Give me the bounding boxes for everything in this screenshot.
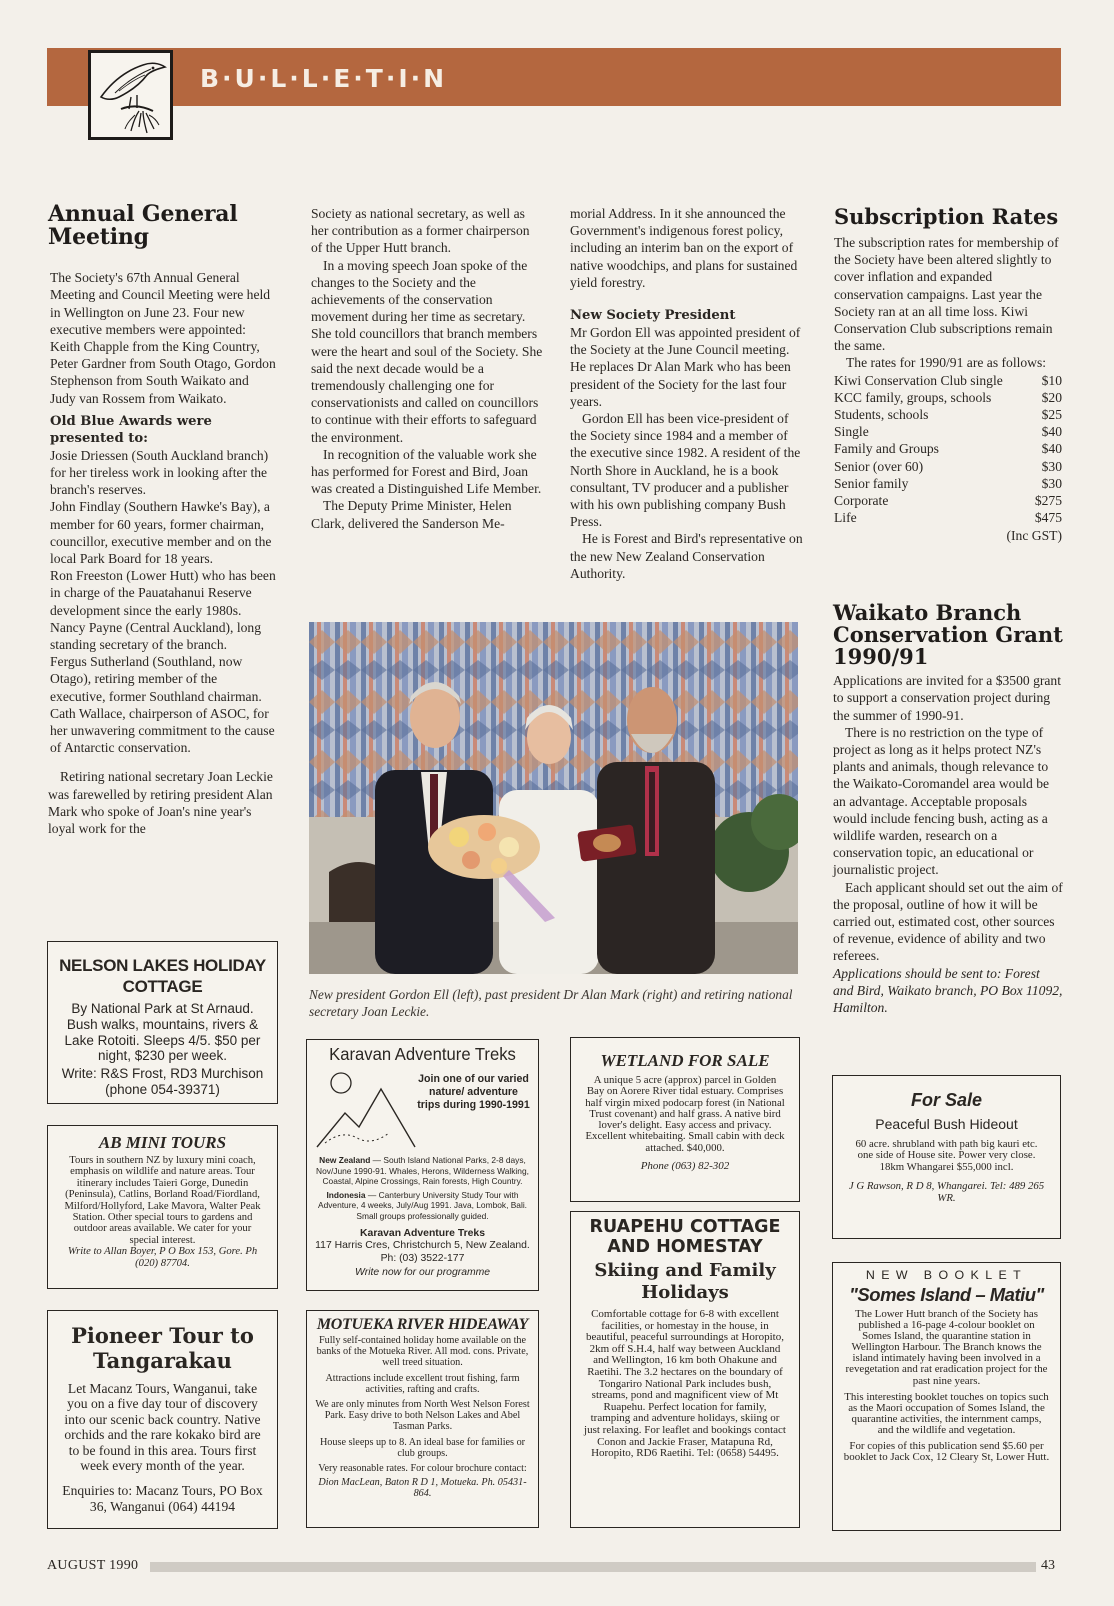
- rate-label: Family and Groups: [834, 441, 939, 457]
- rate-row: [834, 440, 1062, 457]
- ad-subtitle: Skiing and Family Holidays: [594, 1260, 776, 1303]
- ad-body: A unique 5 acre (approx) parcel in Golden Bay on Aorere River tidal estuary. Comprises half virgin mixed podocarp forest (in National Trust covenant) and half grass. A native bird lover's delight. Easy access and privacy. Excellent whitebaiting. Small cabin with deck attached. $40,000.: [585, 1074, 785, 1154]
- waikato-paragraph: Each applicant should set out the aim of the proposal, outline of how it will be carried out, estimated cost, other sources of revenue, evidence of ability and two referees.: [833, 879, 1063, 964]
- agm-column-3: [570, 205, 803, 582]
- president-paragraph: Mr Gordon Ell was appointed president of the Society at the June Council meeting. He replaces Dr Alan Mark who has been president of the Society for the last four years.: [570, 325, 801, 409]
- mountain-icon: [315, 1069, 417, 1153]
- rate-row: [834, 406, 1062, 423]
- waikato-address: Applications should be sent to: Forest and Bird, Waikato branch, PO Box 11092, Hamilton.: [833, 965, 1063, 1015]
- photo-illustration: [309, 622, 798, 974]
- gst-note: (Inc GST): [1006, 527, 1062, 543]
- karavan-header-row: [315, 1069, 530, 1153]
- ad-body: Tours in southern NZ by luxury mini coach, emphasis on wildlife and nature areas. Tour itinerary includes Taieri Gorge, Dunedin (Peninsula), Catlins, Borland Road/Fiordland, Milford/Hollyford, Lake Mavora, Walter Peak Station. Other special tours to gardens and outdoor areas available. We cater for your special interest.: [64, 1155, 261, 1246]
- col2-paragraph: In a moving speech Joan spoke of the changes to the Society and the achievements of the conservation movement during her time as secretary. She told councillors that branch members were the heart and soul of the Society. She said the next decade would be a tremendously challenging one for conservationists and called on councillors to continue with their efforts to safeguard the environment.: [311, 257, 543, 445]
- rate-label: Single: [834, 424, 869, 440]
- ad-body: Attractions include excellent trout fishing, farm activities, rafting and crafts.: [325, 1372, 520, 1395]
- rate-row: [834, 389, 1062, 406]
- subscription-title: Subscription Rates: [834, 204, 1059, 229]
- awards-list: [48, 447, 276, 757]
- page-number: 43: [1041, 1558, 1055, 1573]
- ad-title: Karavan Adventure Treks: [329, 1044, 516, 1064]
- ad-contact: Dion MacLean, Baton R D 1, Motueka. Ph. 05431-864.: [318, 1477, 527, 1500]
- rate-row: [834, 509, 1062, 526]
- rate-price: $40: [1041, 441, 1062, 457]
- ad-booklet: [832, 1262, 1061, 1531]
- col2-paragraph: Society as national secretary, as well as her contribution as a former chairperson of the Upper Hutt branch.: [311, 206, 530, 256]
- rate-row: [834, 475, 1062, 492]
- col3-paragraph: morial Address. In it she announced the Government's indigenous forest policy, including an interim ban on the export of native woodchips, and plans for sustained yield forestry.: [570, 206, 798, 290]
- col2-paragraph: The Deputy Prime Minister, Helen Clark, delivered the Sanderson Me-: [311, 498, 512, 531]
- ad-body: Very reasonable rates. For colour brochure contact:: [318, 1463, 527, 1475]
- agm-intro: The Society's 67th Annual General Meeting and Council Meeting were held in Wellington on June 23. Four new executive members were appointed: Keith Chapple from the King Country, Peter Gardner from South Otago, Gordon Stephenson from South Waikato and Judy van Rossem from Waikato.: [50, 270, 276, 406]
- ad-body: Let Macanz Tours, Wanganui, take you on a five day tour of discovery into our scenic back country. Native orchids and the rare kokako bird are to be found in this area. Tours first week every month of the year.: [64, 1381, 261, 1474]
- rate-price: $30: [1041, 475, 1062, 491]
- karavan-nz: [315, 1155, 530, 1187]
- karavan-indo-text: — Canterbury University Study Tour with Adventure, 4 weeks, July/Aug 1991. Java, Lombok, Bali.: [317, 1189, 528, 1211]
- ad-body: The Lower Hutt branch of the Society has published a 16-page 4-colour booklet on Somes Island, the quarantine station in Wellington Harbour. The Branch knows the island intimately having been involved in a revegetation and rat eradication project for the past nine years.: [845, 1308, 1048, 1387]
- booklet-kicker: NEW BOOKLET: [865, 1268, 1028, 1282]
- rate-label: Senior family: [834, 475, 909, 491]
- ad-karavan: [306, 1039, 539, 1291]
- awards-heading: Old Blue Awards were presented to:: [50, 413, 212, 446]
- agm-title: Annual General Meeting: [48, 201, 238, 251]
- karavan-tagline: Join one of our varied nature/ adventure trips during 1990-1991: [417, 1073, 530, 1111]
- rate-label: Kiwi Conservation Club single: [834, 372, 1003, 388]
- rate-price: $475: [1034, 510, 1062, 526]
- waikato-title: Waikato Branch Conservation Grant 1990/91: [833, 600, 1063, 670]
- waikato-paragraph: Applications are invited for a $3500 grant to support a conservation project during the summer of 1990-91.: [833, 673, 1062, 723]
- ad-for-sale: [832, 1075, 1061, 1239]
- ad-title: RUAPEHU COTTAGE AND HOMESTAY: [589, 1217, 781, 1257]
- ad-body: By National Park at St Arnaud. Bush walks, mountains, rivers & Lake Rotoiti. Sleeps 4/5. $50 per night, $230 per week.: [64, 1001, 261, 1064]
- ad-contact: Write to Allan Boyer, P O Box 153, Gore. Ph (020) 87704.: [67, 1246, 258, 1269]
- ad-title: For Sale: [910, 1090, 983, 1110]
- rate-label: Senior (over 60): [834, 458, 924, 474]
- ad-title: NELSON LAKES HOLIDAY COTTAGE: [59, 956, 266, 996]
- ad-body: We are only minutes from North West Nelson Forest Park. Easy drive to both Nelson Lakes and Abel Tasman Parks.: [315, 1399, 530, 1433]
- rate-row: [834, 492, 1062, 509]
- president-heading: New Society President: [570, 308, 736, 324]
- karavan-indo-label: Indonesia: [326, 1189, 366, 1200]
- karavan-nz-label: New Zealand: [319, 1155, 371, 1165]
- rate-price: $20: [1041, 389, 1062, 405]
- ad-ab-mini-tours: [47, 1125, 278, 1289]
- bird-logo: [88, 50, 173, 140]
- rate-price: $30: [1041, 458, 1062, 474]
- ad-body: This interesting booklet touches on topics such as the Maori occupation of Somes Island, the quarantine activities, the internment camps, and the wildlife and vegetation.: [844, 1390, 1049, 1436]
- waikato-section: [833, 602, 1063, 1016]
- karavan-groups: Small groups professionally guided.: [356, 1210, 489, 1221]
- ad-title: WETLAND FOR SALE: [600, 1051, 770, 1070]
- award-item: John Findlay (Southern Hawke's Bay), a member for 60 years, former chairman, councillor, executive member and on the local Park Board for 18 years.: [50, 499, 272, 567]
- ad-nelson-lakes: [47, 941, 278, 1104]
- rates-table: [834, 372, 1064, 544]
- award-item: Nancy Payne (Central Auckland), long standing secretary of the branch.: [50, 619, 262, 653]
- ad-contact: J G Rawson, R D 8, Whangarei. Tel: 489 265 WR.: [848, 1180, 1045, 1204]
- ad-title: Pioneer Tour to Tangarakau: [71, 1323, 254, 1373]
- ad-body: 60 acre. shrubland with path big kauri etc. one side of House site. Power very close. 18km Whangarei $55,000 incl.: [855, 1138, 1038, 1173]
- ad-contact: Write: R&S Frost, RD3 Murchison (phone 054-39371): [61, 1066, 264, 1097]
- award-item: Cath Wallace, chairperson of ASOC, for her unwavering commitment to the cause of Antarctic conservation.: [50, 705, 275, 756]
- karavan-company: Karavan Adventure Treks: [360, 1227, 485, 1239]
- agm-column-1: [48, 203, 276, 837]
- ad-title: AB MINI TOURS: [98, 1133, 227, 1152]
- ad-ruapehu: [570, 1211, 800, 1528]
- award-item: Fergus Sutherland (Southland, now Otago), retiring member of the executive, former Southland chairman.: [50, 654, 262, 704]
- karavan-address: 117 Harris Cres, Christchurch 5, New Zealand. Ph: (03) 3522-177: [315, 1240, 530, 1264]
- ad-subtitle: Peaceful Bush Hideout: [875, 1116, 1018, 1132]
- karavan-cta: Write now for our programme: [354, 1266, 491, 1278]
- president-paragraph: He is Forest and Bird's representative on the new New Zealand Conservation Authority.: [570, 531, 803, 581]
- rate-price: $275: [1034, 493, 1062, 509]
- president-paragraph: Gordon Ell has been vice-president of the Society since 1984 and a member of the executive since 1982. A resident of the North Shore in Auckland, he is a book consultant, TV producer and a publisher with his own publishing company Bush Press.: [570, 411, 801, 530]
- ad-title: "Somes Island – Matiu": [849, 1284, 1044, 1305]
- bulletin-title: B·U·L·L·E·T·I·N: [200, 64, 448, 93]
- ad-body: House sleeps up to 8. An ideal base for families or club groups.: [319, 1436, 526, 1459]
- issue-date: AUGUST 1990: [47, 1558, 139, 1573]
- ad-wetland: [570, 1037, 800, 1202]
- rate-label: Students, schools: [834, 407, 929, 423]
- rate-row: [834, 458, 1062, 475]
- agm-column-2: [311, 205, 544, 532]
- karavan-nz-text: — South Island National Parks, 2-8 days, Nov/June 1990-91. Whales, Herons, Wilderness Walking, Coastal, Alpine Crossings, Rain forests, High Country.: [316, 1155, 529, 1187]
- ad-motueka: [306, 1310, 539, 1528]
- ad-pioneer-tour: [47, 1310, 278, 1529]
- footer-rule: [150, 1562, 1036, 1572]
- waikato-paragraph: There is no restriction on the type of project as long as it helps protect NZ's plants and animals, though relevance to the Waikato-Coromandel area would be an advantage. Acceptable proposals would include fencing bush, acting as a wildlife warden, research on a conservation topic, an educational or journalistic project.: [833, 724, 1050, 878]
- ad-body: For copies of this publication send $5.60 per booklet to Jack Cox, 12 Cleary St, Lower Hutt.: [843, 1440, 1050, 1464]
- ad-body: Fully self-contained holiday home available on the banks of the Motueka River. All mod. cons. Private, well treed situation.: [316, 1335, 529, 1369]
- subscription-paragraph: The subscription rates for membership of the Society have been altered slightly to cover inflation and expanded conservation campaigns. Last year the Society ran at an all time loss. Kiwi Conservation Club subscriptions remain the same.: [834, 235, 1059, 354]
- bird-icon: [91, 53, 170, 137]
- ad-contact: Enquiries to: Macanz Tours, PO Box 36, Wanganui (064) 44194: [62, 1483, 263, 1514]
- subscription-paragraph: The rates for 1990/91 are as follows:: [846, 355, 1047, 371]
- karavan-indonesia: [315, 1190, 530, 1211]
- rate-label: Corporate: [834, 493, 889, 509]
- presidents-photo: [309, 622, 798, 974]
- rate-label: KCC family, groups, schools: [834, 389, 992, 405]
- retiring-paragraph: Retiring national secretary Joan Leckie was farewelled by retiring president Alan Mark who spoke of Joan's nine year's loyal work for the: [48, 769, 273, 837]
- photo-caption: New president Gordon Ell (left), past president Dr Alan Mark (right) and retiring national secretary Joan Leckie.: [309, 987, 793, 1019]
- rate-row: [834, 423, 1062, 440]
- award-item: Ron Freeston (Lower Hutt) who has been in charge of the Pauatahanui Reserve development since the early 1980s.: [50, 568, 276, 618]
- rate-label: Life: [834, 510, 857, 526]
- subscription-section: [834, 206, 1064, 544]
- rate-row: [834, 372, 1062, 389]
- rate-price: $25: [1041, 407, 1062, 423]
- ad-body: Comfortable cottage for 6-8 with excellent facilities, or homestay in the house, in beautiful, peaceful surroundings at Horopito, 2km off S.H.4, half way between Auckland and Wellington, 16 km both Ohakune and Raetihi. The 3.2 hectares on the boundary of Tongariro National Park includes bush, streams, pond and magnificent view of Mt Ruapehu. Perfect location for family, tramping and adventure holidays, skiing or just relaxing. For leaflet and bookings contact Conon and Jackie Fraser, Matapuna Rd, Horopito, RD6 Raetihi. Tel: (0658) 54495.: [584, 1308, 786, 1460]
- ad-phone: Phone (063) 82-302: [640, 1160, 730, 1173]
- rate-price: $40: [1041, 424, 1062, 440]
- rate-price: $10: [1041, 372, 1062, 388]
- award-item: Josie Driessen (South Auckland branch) for her tireless work in looking after the branch's reserves.: [50, 447, 269, 498]
- ad-title: MOTUEKA RIVER HIDEAWAY: [316, 1316, 529, 1333]
- col2-paragraph: In recognition of the valuable work she has performed for Forest and Bird, Joan was created a Distinguished Life Member.: [311, 446, 542, 497]
